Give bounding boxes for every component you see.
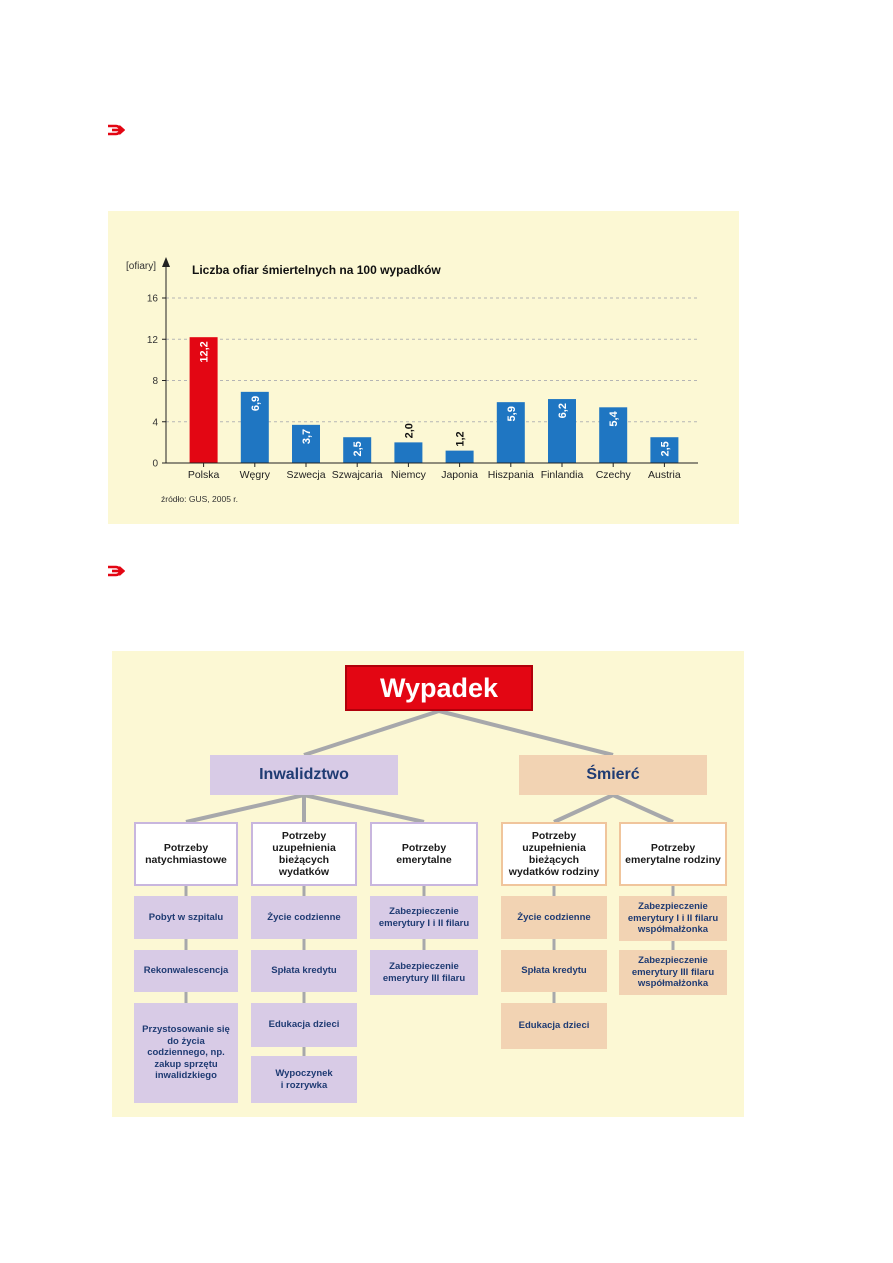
item-node: Spłata kredytu	[251, 950, 357, 992]
connector	[304, 711, 439, 755]
connector	[186, 795, 304, 822]
red-arrow-icon	[107, 123, 125, 137]
tree-panel	[112, 651, 744, 1117]
item-node: Zabezpieczenie emerytury I i II filaru współmałżonka	[619, 896, 727, 941]
need-node: Potrzeby emerytalne	[370, 822, 478, 886]
x-tick-label: Czechy	[595, 469, 631, 481]
item-node: Życie codzienne	[501, 896, 607, 939]
x-tick-label: Austria	[648, 469, 681, 481]
connector	[554, 795, 613, 822]
item-node: Przystosowanie się do życia codziennego, np. zakup sprzętu inwalidzkiego	[134, 1003, 238, 1103]
x-tick-label: Niemcy	[390, 469, 426, 481]
item-node: Zabezpieczenie emerytury III filaru współmałżonka	[619, 950, 727, 995]
y-tick-label: 8	[152, 376, 158, 387]
data-label: 5,4	[608, 411, 621, 427]
data-label: 3,7	[301, 428, 313, 445]
bar	[446, 451, 474, 463]
data-label: 5,9	[505, 406, 518, 422]
data-label: 6,9	[249, 395, 262, 412]
need-node: Potrzeby natychmiastowe	[134, 822, 238, 886]
item-node: Spłata kredytu	[501, 950, 607, 992]
item-node: Życie codzienne	[251, 896, 357, 939]
item-node: Edukacja dzieci	[501, 1003, 607, 1049]
item-node: Edukacja dzieci	[251, 1003, 357, 1047]
item-node: Zabezpieczenie emerytury III filaru	[370, 950, 478, 995]
connector	[304, 795, 424, 822]
y-tick-label: 12	[146, 334, 158, 346]
root-node: Wypadek	[345, 665, 533, 711]
data-label: 1,2	[454, 431, 467, 447]
x-tick-label: Japonia	[441, 469, 478, 481]
data-label: 2,5	[352, 441, 365, 457]
connector	[439, 711, 613, 755]
x-tick-label: Węgry	[239, 469, 270, 481]
need-node: Potrzeby uzupełnienia bieżących wydatków rodziny	[501, 822, 607, 886]
chart-panel	[108, 211, 739, 524]
y-axis-arrow	[162, 257, 170, 267]
data-label: 6,2	[557, 403, 569, 419]
category-node: Śmierć	[519, 755, 707, 795]
category-node: Inwalidztwo	[210, 755, 398, 795]
x-tick-label: Szwecja	[286, 469, 326, 481]
x-tick-label: Szwajcaria	[331, 469, 383, 481]
need-node: Potrzeby uzupełnienia bieżących wydatków	[251, 822, 357, 886]
y-axis-label: [ofiary]	[126, 261, 157, 272]
item-node: Wypoczynek i rozrywka	[251, 1056, 357, 1103]
bar	[394, 442, 422, 463]
data-label: 12,2	[198, 341, 211, 363]
x-tick-label: Polska	[187, 469, 220, 481]
y-tick-label: 16	[146, 293, 158, 305]
chart-title: Liczba ofiar śmiertelnych na 100 wypadków	[192, 263, 441, 277]
source-note: źródło: GUS, 2005 r.	[161, 494, 239, 504]
bar-chart	[108, 211, 739, 524]
x-tick-label: Hiszpania	[487, 469, 534, 481]
connector	[613, 795, 673, 822]
data-label: 2,0	[403, 423, 416, 439]
need-node: Potrzeby emerytalne rodziny	[619, 822, 727, 886]
item-node: Rekonwalescencja	[134, 950, 238, 992]
item-node: Pobyt w szpitalu	[134, 896, 238, 939]
y-tick-label: 0	[152, 458, 158, 470]
item-node: Zabezpieczenie emerytury I i II filaru	[370, 896, 478, 939]
red-arrow-icon	[107, 564, 125, 578]
x-tick-label: Finlandia	[540, 469, 584, 481]
y-tick-label: 4	[152, 417, 158, 429]
data-label: 2,5	[659, 441, 672, 457]
